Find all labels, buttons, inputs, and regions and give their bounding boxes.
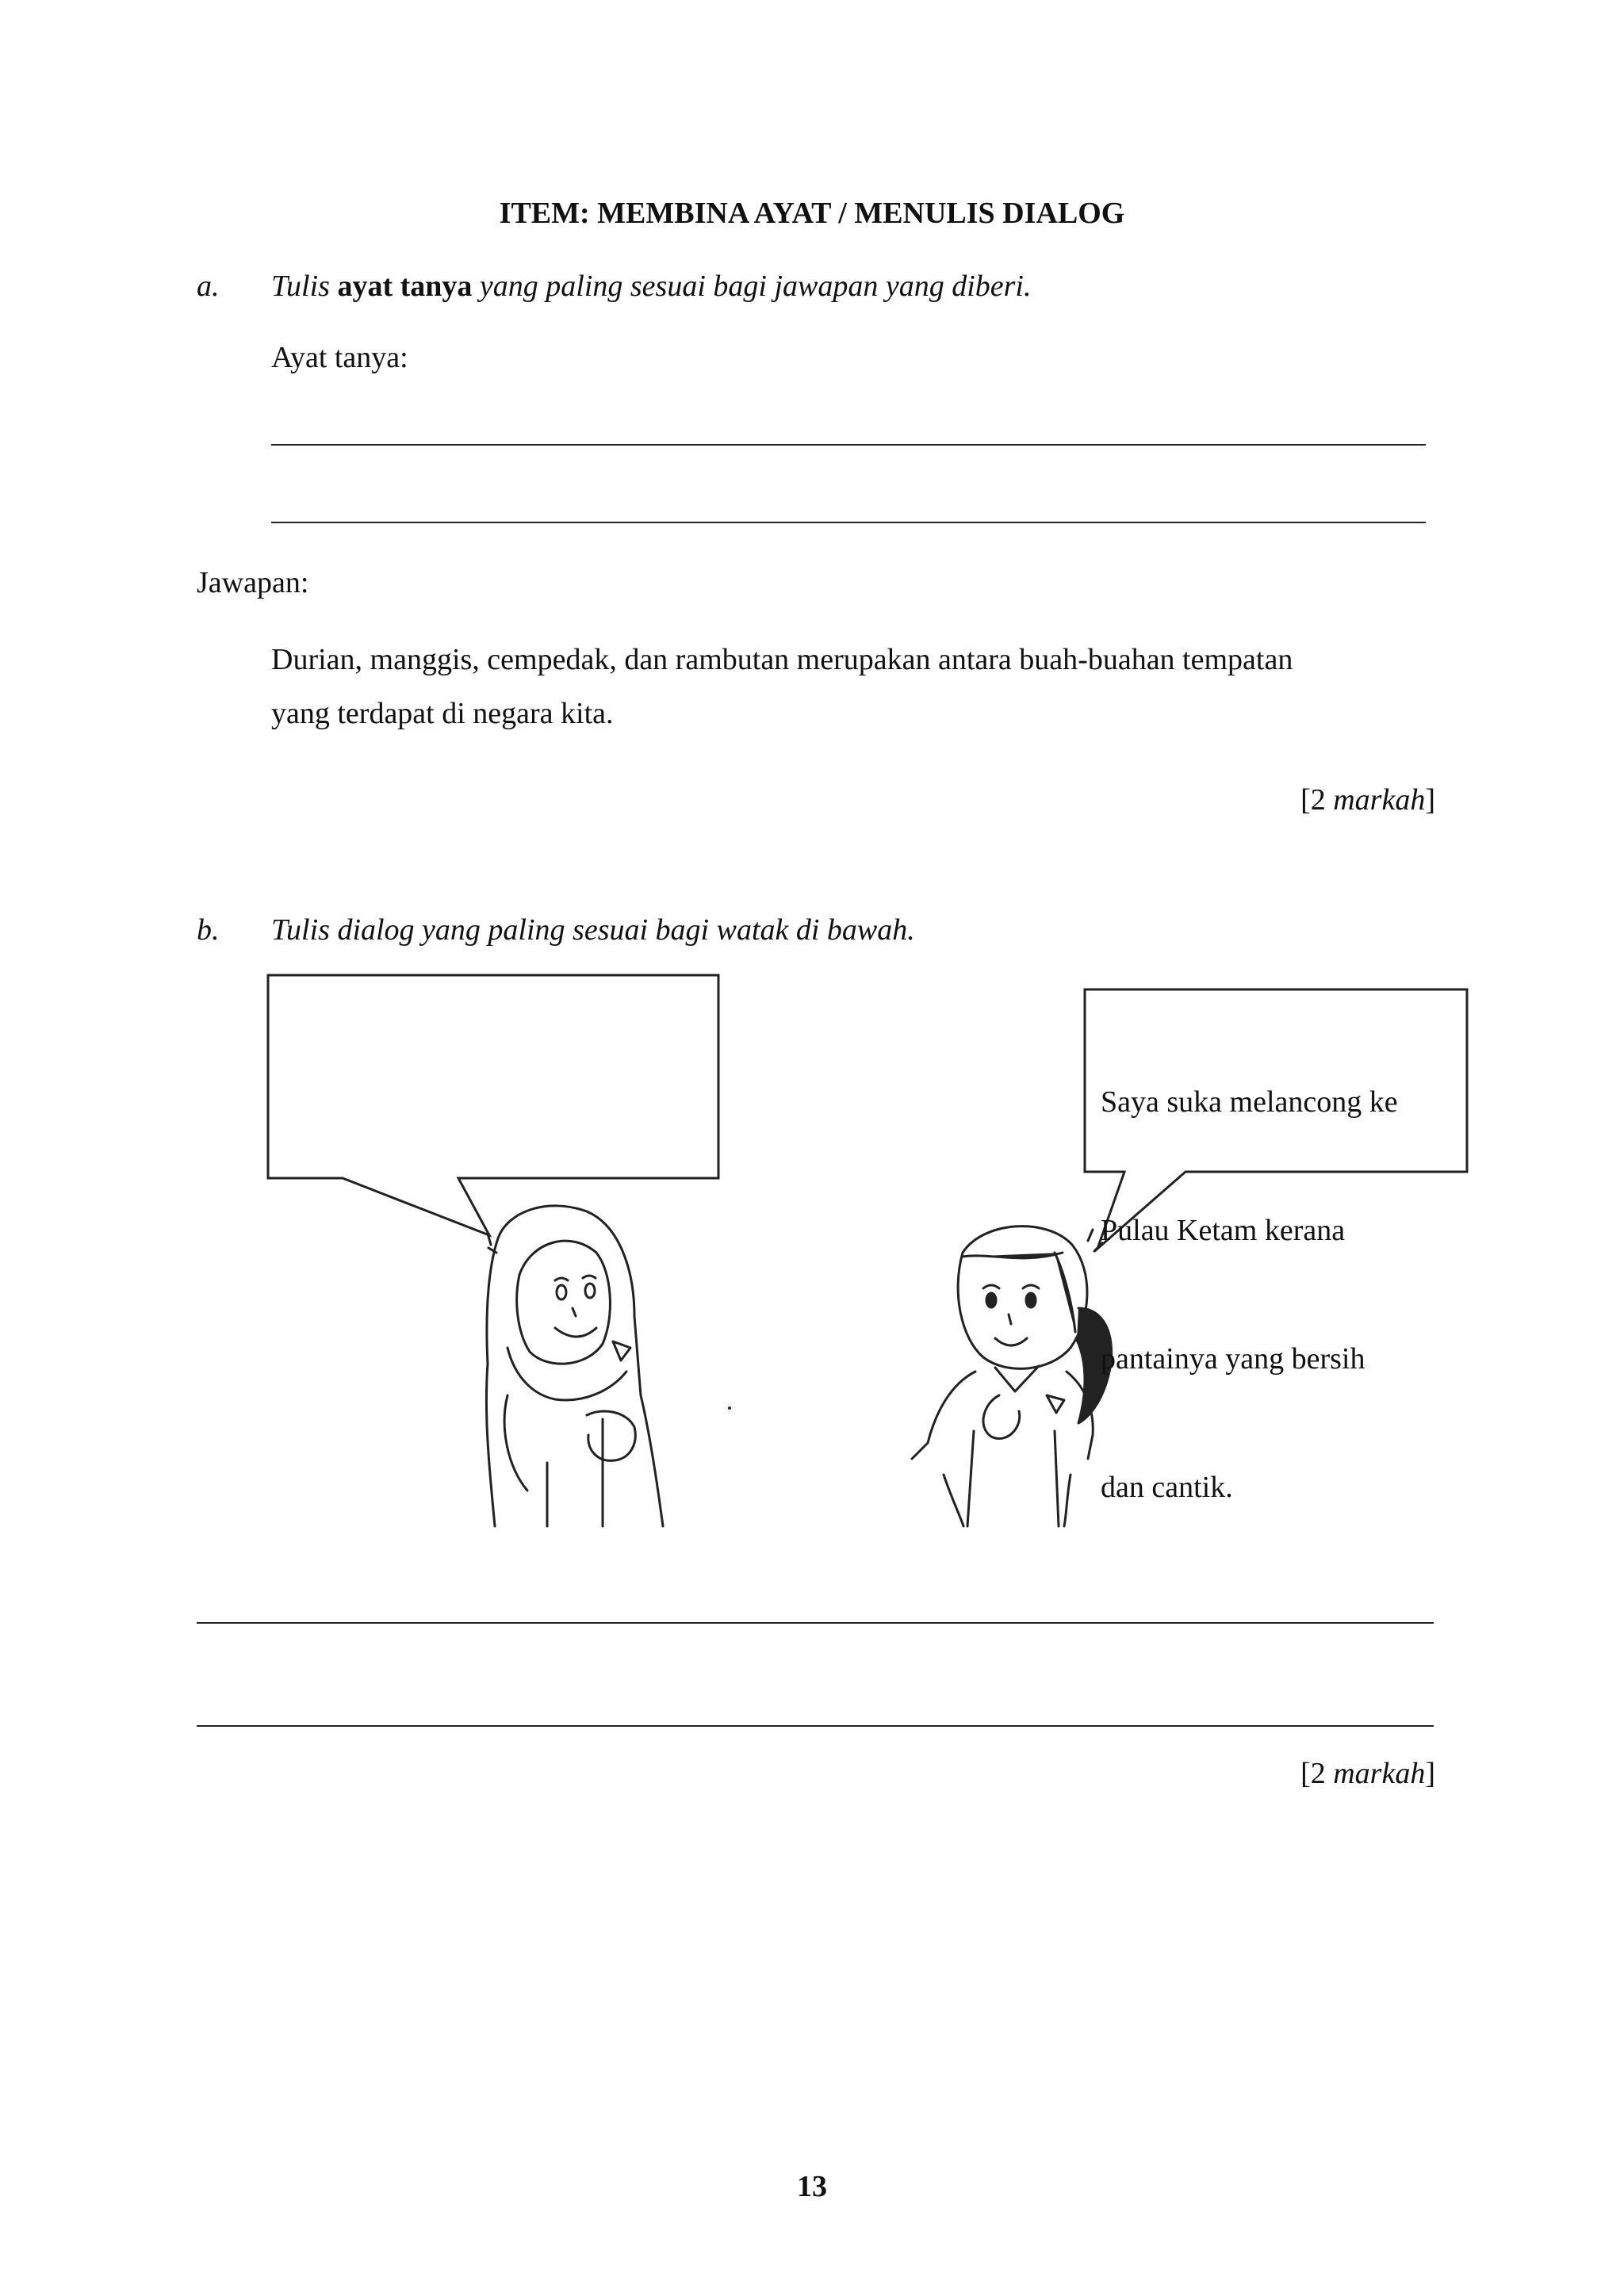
page-title: ITEM: MEMBINA AYAT / MENULIS DIALOG [499, 197, 1125, 230]
dialog-answer-line-2[interactable] [197, 1725, 1434, 1727]
dialog-answer-line-1[interactable] [197, 1622, 1434, 1624]
marks-a-num: [2 [1300, 783, 1334, 817]
hijab-girl-figure [486, 1206, 663, 1526]
section-a-label: a. [197, 270, 220, 303]
speech-line-2: Pulau Ketam kerana [1101, 1214, 1346, 1247]
answer-line-text-2: yang terdapat di negara kita. [271, 697, 614, 730]
speech-line-3: pantainya yang bersih [1101, 1342, 1365, 1376]
instruction-prefix: Tulis [271, 270, 330, 303]
stray-dot [728, 1406, 731, 1410]
page-number: 13 [797, 2170, 827, 2203]
speech-bubble-right-text [1101, 995, 1398, 1552]
marks-a-close: ] [1425, 783, 1435, 817]
section-b-instruction: Tulis dialog yang paling sesuai bagi watak di bawah. [271, 913, 915, 947]
speech-line-1: Saya suka melancong ke [1101, 1085, 1398, 1119]
answer-line-text-1: Durian, manggis, cempedak, dan rambutan merupakan antara buah-buahan tempatan [271, 643, 1293, 676]
ponytail-girl-figure [912, 1226, 1112, 1526]
marks-a-word: markah [1333, 783, 1426, 817]
marks-b-num: [2 [1300, 1757, 1334, 1790]
instruction-suffix: yang paling sesuai bagi jawapan yang diberi. [479, 270, 1032, 303]
speech-bubble-left [268, 975, 718, 1235]
answer-label: Jawapan: [197, 566, 309, 599]
question-prompt: Ayat tanya: [271, 341, 408, 374]
section-b-label: b. [197, 913, 220, 947]
instruction-bold: ayat tanya [337, 270, 473, 303]
marks-b [1300, 1755, 1435, 1792]
speech-line-4: dan cantik. [1101, 1471, 1233, 1504]
marks-b-word: markah [1333, 1757, 1426, 1790]
marks-b-close: ] [1425, 1757, 1435, 1790]
